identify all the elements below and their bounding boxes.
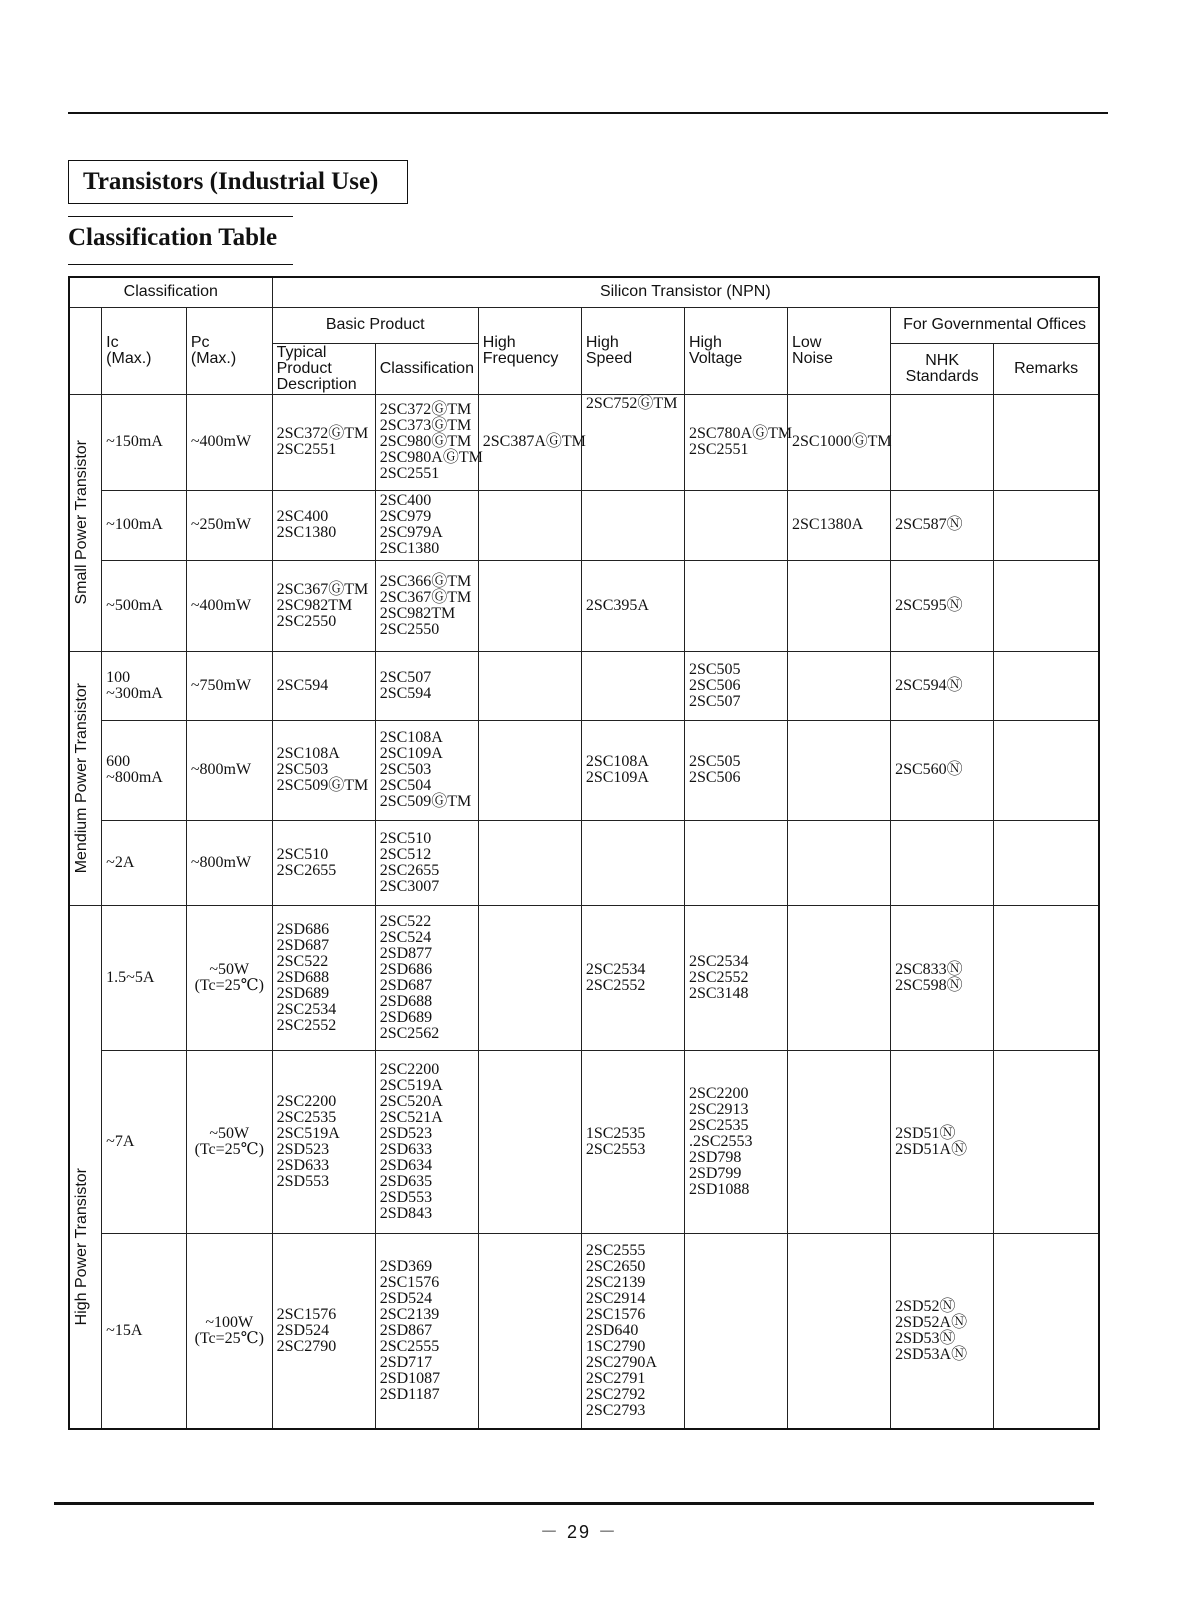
cell-classification: 2SC507 2SC594	[375, 651, 478, 720]
cell-low-noise	[788, 560, 891, 651]
header-low-noise: Low Noise	[788, 307, 891, 394]
cell-classification: 2SC510 2SC512 2SC2655 2SC3007	[375, 820, 478, 905]
header-row-2	[69, 307, 1099, 343]
cell-typical: 2SC510 2SC2655	[272, 820, 375, 905]
header-remarks: Remarks	[994, 343, 1099, 394]
cell-remarks	[994, 1050, 1099, 1233]
cell-high-speed: 1SC2535 2SC2553	[581, 1050, 684, 1233]
header-gov-offices: For Governmental Offices	[891, 307, 1099, 343]
cell-pc: ~50W (Tc=25℃)	[186, 905, 272, 1050]
cell-high-frequency	[478, 820, 581, 905]
cell-high-frequency	[478, 651, 581, 720]
cell-classification: 2SC372ⒼTM 2SC373ⒼTM 2SC980ⒼTM 2SC980AⒼTM 2SC2551	[375, 394, 478, 490]
cell-low-noise	[788, 905, 891, 1050]
cell-ic: 1.5~5A	[102, 905, 187, 1050]
cell-remarks	[994, 720, 1099, 820]
cell-high-voltage	[684, 820, 787, 905]
table-row	[69, 560, 1099, 651]
cell-ic: ~7A	[102, 1050, 187, 1233]
cell-nhk: 2SD52Ⓝ 2SD52AⓃ 2SD53Ⓝ 2SD53AⓃ	[891, 1233, 994, 1429]
cell-pc: ~100W (Tc=25℃)	[186, 1233, 272, 1429]
cell-typical: 2SC400 2SC1380	[272, 490, 375, 560]
cell-pc: ~400mW	[186, 394, 272, 490]
cell-high-speed: 2SC752ⒼTM	[581, 394, 684, 490]
cell-ic: ~15A	[102, 1233, 187, 1429]
cell-nhk	[891, 394, 994, 490]
header-high-speed: High Speed	[581, 307, 684, 394]
cell-typical: 2SC1576 2SD524 2SC2790	[272, 1233, 375, 1429]
cell-remarks	[994, 820, 1099, 905]
section-title: Transistors (Industrial Use)	[68, 160, 408, 204]
header-pc: Pc (Max.)	[186, 307, 272, 394]
group-high-label: High Power Transistor	[73, 1168, 90, 1326]
cell-classification: 2SD369 2SC1576 2SD524 2SC2139 2SD867 2SC2555 2SD717 2SD1087 2SD1187	[375, 1233, 478, 1429]
cell-high-speed	[581, 651, 684, 720]
cell-typical: 2SC372ⒼTM 2SC2551	[272, 394, 375, 490]
cell-low-noise	[788, 1050, 891, 1233]
cell-high-frequency	[478, 720, 581, 820]
cell-high-speed: 2SC395A	[581, 560, 684, 651]
group-medium-power	[69, 651, 102, 905]
top-rule	[68, 112, 1108, 114]
cell-typical: 2SC594	[272, 651, 375, 720]
cell-nhk: 2SD51Ⓝ 2SD51AⓃ	[891, 1050, 994, 1233]
page-number: － 29 －	[540, 1522, 619, 1542]
page-subtitle: Classification Table	[68, 224, 278, 251]
group-medium-label: Mendium Power Transistor	[73, 682, 90, 874]
cell-high-speed	[581, 490, 684, 560]
cell-ic: ~150mA	[102, 394, 187, 490]
cell-low-noise: 2SC1380A	[788, 490, 891, 560]
group-high-power	[69, 905, 102, 1429]
cell-high-frequency	[478, 490, 581, 560]
cell-nhk: 2SC560Ⓝ	[891, 720, 994, 820]
cell-nhk: 2SC594Ⓝ	[891, 651, 994, 720]
cell-nhk	[891, 820, 994, 905]
cell-remarks	[994, 394, 1099, 490]
title-underline	[68, 216, 293, 217]
cell-ic: ~100mA	[102, 490, 187, 560]
cell-high-voltage: 2SC2200 2SC2913 2SC2535 .2SC2553 2SD798 2SD799 2SD1088	[684, 1050, 787, 1233]
cell-remarks	[994, 905, 1099, 1050]
classification-table	[68, 276, 1100, 1430]
cell-low-noise	[788, 820, 891, 905]
cell-high-speed	[581, 820, 684, 905]
cell-classification: 2SC366ⒼTM 2SC367ⒼTM 2SC982TM 2SC2550	[375, 560, 478, 651]
cell-pc: ~400mW	[186, 560, 272, 651]
bottom-rule	[54, 1502, 1094, 1505]
table-row	[69, 651, 1099, 720]
cell-high-speed: 2SC2534 2SC2552	[581, 905, 684, 1050]
cell-classification: 2SC2200 2SC519A 2SC520A 2SC521A 2SD523 2SD633 2SD634 2SD635 2SD553 2SD843	[375, 1050, 478, 1233]
cell-nhk: 2SC587Ⓝ	[891, 490, 994, 560]
group-small-power	[69, 394, 102, 651]
table-row	[69, 1050, 1099, 1233]
cell-typical: 2SD686 2SD687 2SC522 2SD688 2SD689 2SC2534 2SC2552	[272, 905, 375, 1050]
cell-high-voltage: 2SC2534 2SC2552 2SC3148	[684, 905, 787, 1050]
cell-classification: 2SC108A 2SC109A 2SC503 2SC504 2SC509ⒼTM	[375, 720, 478, 820]
header-nhk-standards: NHK Standards	[891, 343, 994, 394]
cell-high-speed: 2SC108A 2SC109A	[581, 720, 684, 820]
cell-pc: ~800mW	[186, 820, 272, 905]
cell-remarks	[994, 1233, 1099, 1429]
header-group-blank	[69, 307, 102, 394]
cell-ic: 600 ~800mA	[102, 720, 187, 820]
cell-high-frequency	[478, 1050, 581, 1233]
cell-high-speed: 2SC2555 2SC2650 2SC2139 2SC2914 2SC1576 2SD640 1SC2790 2SC2790A 2SC2791 2SC2792 2SC2793	[581, 1233, 684, 1429]
cell-remarks	[994, 651, 1099, 720]
subtitle-underline	[68, 264, 293, 265]
cell-high-voltage: 2SC505 2SC506 2SC507	[684, 651, 787, 720]
cell-typical: 2SC367ⒼTM 2SC982TM 2SC2550	[272, 560, 375, 651]
cell-low-noise	[788, 651, 891, 720]
cell-high-voltage: 2SC505 2SC506	[684, 720, 787, 820]
cell-ic: 100 ~300mA	[102, 651, 187, 720]
cell-pc: ~750mW	[186, 651, 272, 720]
cell-remarks	[994, 490, 1099, 560]
cell-high-voltage	[684, 490, 787, 560]
cell-low-noise: 2SC1000ⒼTM	[788, 394, 891, 490]
cell-high-frequency: 2SC387AⒼTM	[478, 394, 581, 490]
cell-remarks	[994, 560, 1099, 651]
header-classification-col: Classification	[375, 343, 478, 394]
header-ic: Ic (Max.)	[102, 307, 187, 394]
cell-ic: ~500mA	[102, 560, 187, 651]
cell-high-voltage	[684, 560, 787, 651]
cell-high-frequency	[478, 1233, 581, 1429]
cell-high-voltage	[684, 1233, 787, 1429]
header-high-voltage: High Voltage	[684, 307, 787, 394]
table-row	[69, 1233, 1099, 1429]
header-high-frequency: High Frequency	[478, 307, 581, 394]
header-typical-description: Typical Product Description	[272, 343, 375, 394]
header-silicon: Silicon Transistor (NPN)	[272, 277, 1099, 307]
header-row-1	[69, 277, 1099, 307]
cell-low-noise	[788, 1233, 891, 1429]
table-row	[69, 905, 1099, 1050]
cell-pc: ~250mW	[186, 490, 272, 560]
cell-low-noise	[788, 720, 891, 820]
cell-high-voltage: 2SC780AⒼTM 2SC2551	[684, 394, 787, 490]
cell-classification: 2SC400 2SC979 2SC979A 2SC1380	[375, 490, 478, 560]
cell-nhk: 2SC595Ⓝ	[891, 560, 994, 651]
cell-ic: ~2A	[102, 820, 187, 905]
cell-high-frequency	[478, 560, 581, 651]
header-basic-product: Basic Product	[272, 307, 478, 343]
table-row	[69, 720, 1099, 820]
group-small-label: Small Power Transistor	[73, 440, 90, 605]
cell-pc: ~800mW	[186, 720, 272, 820]
cell-nhk: 2SC833Ⓝ 2SC598Ⓝ	[891, 905, 994, 1050]
cell-typical: 2SC108A 2SC503 2SC509ⒼTM	[272, 720, 375, 820]
table-row	[69, 820, 1099, 905]
header-classification: Classification	[69, 277, 272, 307]
cell-typical: 2SC2200 2SC2535 2SC519A 2SD523 2SD633 2SD553	[272, 1050, 375, 1233]
table-row	[69, 394, 1099, 490]
cell-pc: ~50W (Tc=25℃)	[186, 1050, 272, 1233]
cell-high-frequency	[478, 905, 581, 1050]
cell-classification: 2SC522 2SC524 2SD877 2SD686 2SD687 2SD688 2SD689 2SC2562	[375, 905, 478, 1050]
table-row	[69, 490, 1099, 560]
